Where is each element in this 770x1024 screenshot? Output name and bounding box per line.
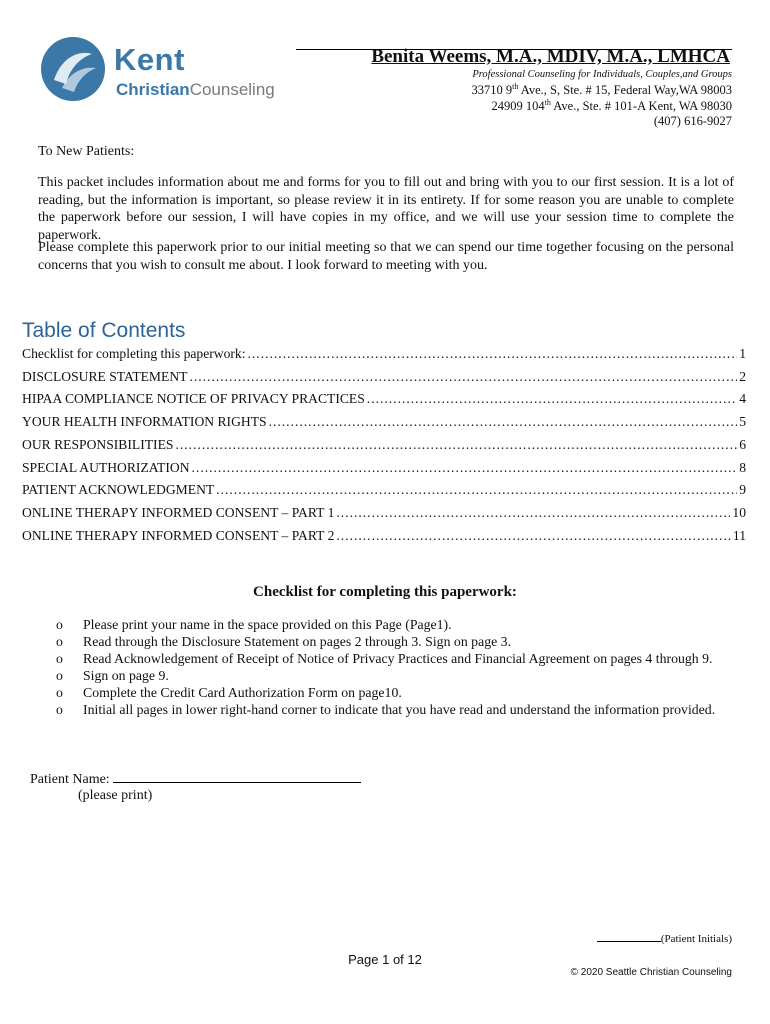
toc-leader-dots (269, 414, 738, 430)
practice-tagline: Professional Counseling for Individuals, Couples,and Groups (472, 69, 732, 80)
checklist-item-text: Initial all pages in lower right-hand corner to indicate that you have read and understand the information provided. (83, 702, 716, 717)
phone-number: (407) 616-9027 (653, 114, 732, 128)
toc-entry[interactable] (22, 482, 746, 500)
toc-leader-dots (336, 528, 731, 544)
bullet-icon: o (56, 634, 63, 649)
toc-leader-dots (336, 505, 730, 521)
toc-entry-label: HIPAA COMPLIANCE NOTICE OF PRIVACY PRACTICES (22, 391, 365, 407)
copyright: © 2020 Seattle Christian Counseling (570, 967, 732, 978)
logo-mark-icon (40, 36, 106, 102)
toc-entry-label: Checklist for completing this paperwork: (22, 346, 246, 361)
logo-kent-text: Kent (114, 42, 185, 77)
toc-entry-label: ONLINE THERAPY INFORMED CONSENT – PART 2 (22, 527, 335, 543)
checklist-item-text: Read Acknowledgement of Receipt of Notice of Privacy Practices and Financial Agreement on pages 4 through 9. (83, 651, 713, 666)
toc-entry-page: 4 (739, 391, 746, 407)
checklist-item-text: Sign on page 9. (83, 668, 169, 683)
toc-entry-page: 5 (739, 414, 746, 430)
bullet-icon: o (56, 685, 63, 700)
toc-leader-dots (248, 346, 738, 362)
patient-name-field[interactable]: Patient Name: (30, 770, 361, 788)
checklist-item (56, 616, 715, 633)
checklist-item (56, 667, 715, 684)
bullet-icon: o (56, 651, 63, 666)
initials-line[interactable] (597, 941, 661, 942)
practitioner-name: Benita Weems, M.A., MDIV, M.A., LMHCA (371, 46, 730, 67)
address-kent: 24909 104th Ave., Ste. # 101-A Kent, WA 98030 (491, 97, 732, 113)
logo-subtitle: ChristianCounseling (116, 80, 275, 99)
toc-leader-dots (367, 391, 737, 407)
bullet-icon: o (56, 617, 63, 632)
toc-entry[interactable] (22, 391, 746, 409)
toc-entry-page: 6 (739, 436, 746, 452)
toc-entry[interactable] (22, 528, 746, 546)
toc-leader-dots (216, 482, 737, 498)
checklist-item (56, 633, 715, 650)
toc-entry-label: PATIENT ACKNOWLEDGMENT (22, 482, 215, 498)
kent-christian-counseling-logo (40, 36, 300, 106)
toc-entry-label: ONLINE THERAPY INFORMED CONSENT – PART 1 (22, 504, 335, 520)
checklist (56, 616, 715, 718)
toc-entry[interactable] (22, 369, 746, 387)
checklist-title: Checklist for completing this paperwork: (253, 584, 517, 600)
toc-entry[interactable] (22, 346, 746, 364)
address-federal-way: 33710 9th Ave., S, Ste. # 15, Federal Way,WA 98003 (471, 81, 732, 97)
toc-entry[interactable] (22, 437, 746, 455)
toc-title: Table of Contents (22, 319, 186, 342)
checklist-item-text: Complete the Credit Card Authorization Form on page10. (83, 685, 402, 700)
toc-entry-label: OUR RESPONSIBILITIES (22, 436, 174, 452)
toc-entry[interactable] (22, 414, 746, 432)
page-number: Page 1 of 12 (348, 952, 422, 967)
checklist-item-text: Read through the Disclosure Statement on pages 2 through 3. Sign on page 3. (83, 634, 512, 649)
toc-entry-page: 1 (739, 346, 746, 361)
salutation: To New Patients: (38, 144, 135, 159)
toc-entry-page: 8 (739, 459, 746, 475)
checklist-item-text: Please print your name in the space provided on this Page (Page1). (83, 617, 452, 632)
toc-entry-label: YOUR HEALTH INFORMATION RIGHTS (22, 414, 267, 430)
checklist-item (56, 701, 715, 718)
toc-entry-page: 2 (739, 368, 746, 384)
toc-leader-dots (192, 460, 738, 476)
checklist-item (56, 684, 715, 701)
patient-name-hint: (please print) (78, 788, 153, 803)
toc-entry-page: 10 (732, 504, 746, 520)
intro-paragraph-1: This packet includes information about me and forms for you to fill out and bring with you to our first session. It is a lot of reading, but the information is important, so please review it in its entirety. If for some reason you are unable to complete the paperwork before our session, I will have copies in my office, and we will use your session time to complete the paperwork. (38, 175, 734, 243)
patient-initials-field[interactable]: (Patient Initials) (597, 933, 732, 945)
bullet-icon: o (56, 668, 63, 683)
checklist-item (56, 650, 715, 667)
toc-entry-page: 11 (732, 527, 746, 543)
toc-entry-page: 9 (739, 482, 746, 498)
patient-name-line[interactable] (113, 770, 361, 783)
intro-paragraph-2: Please complete this paperwork prior to our initial meeting so that we can spend our time together focusing on the personal concerns that you wish to consult me about. I look forward to meeting with you. (38, 240, 734, 273)
bullet-icon: o (56, 702, 63, 717)
toc-leader-dots (175, 437, 737, 453)
toc-entry-label: SPECIAL AUTHORIZATION (22, 459, 190, 475)
toc-entry[interactable] (22, 505, 746, 523)
toc-entry[interactable] (22, 460, 746, 478)
toc-entry-label: DISCLOSURE STATEMENT (22, 368, 188, 384)
toc-leader-dots (189, 369, 737, 385)
